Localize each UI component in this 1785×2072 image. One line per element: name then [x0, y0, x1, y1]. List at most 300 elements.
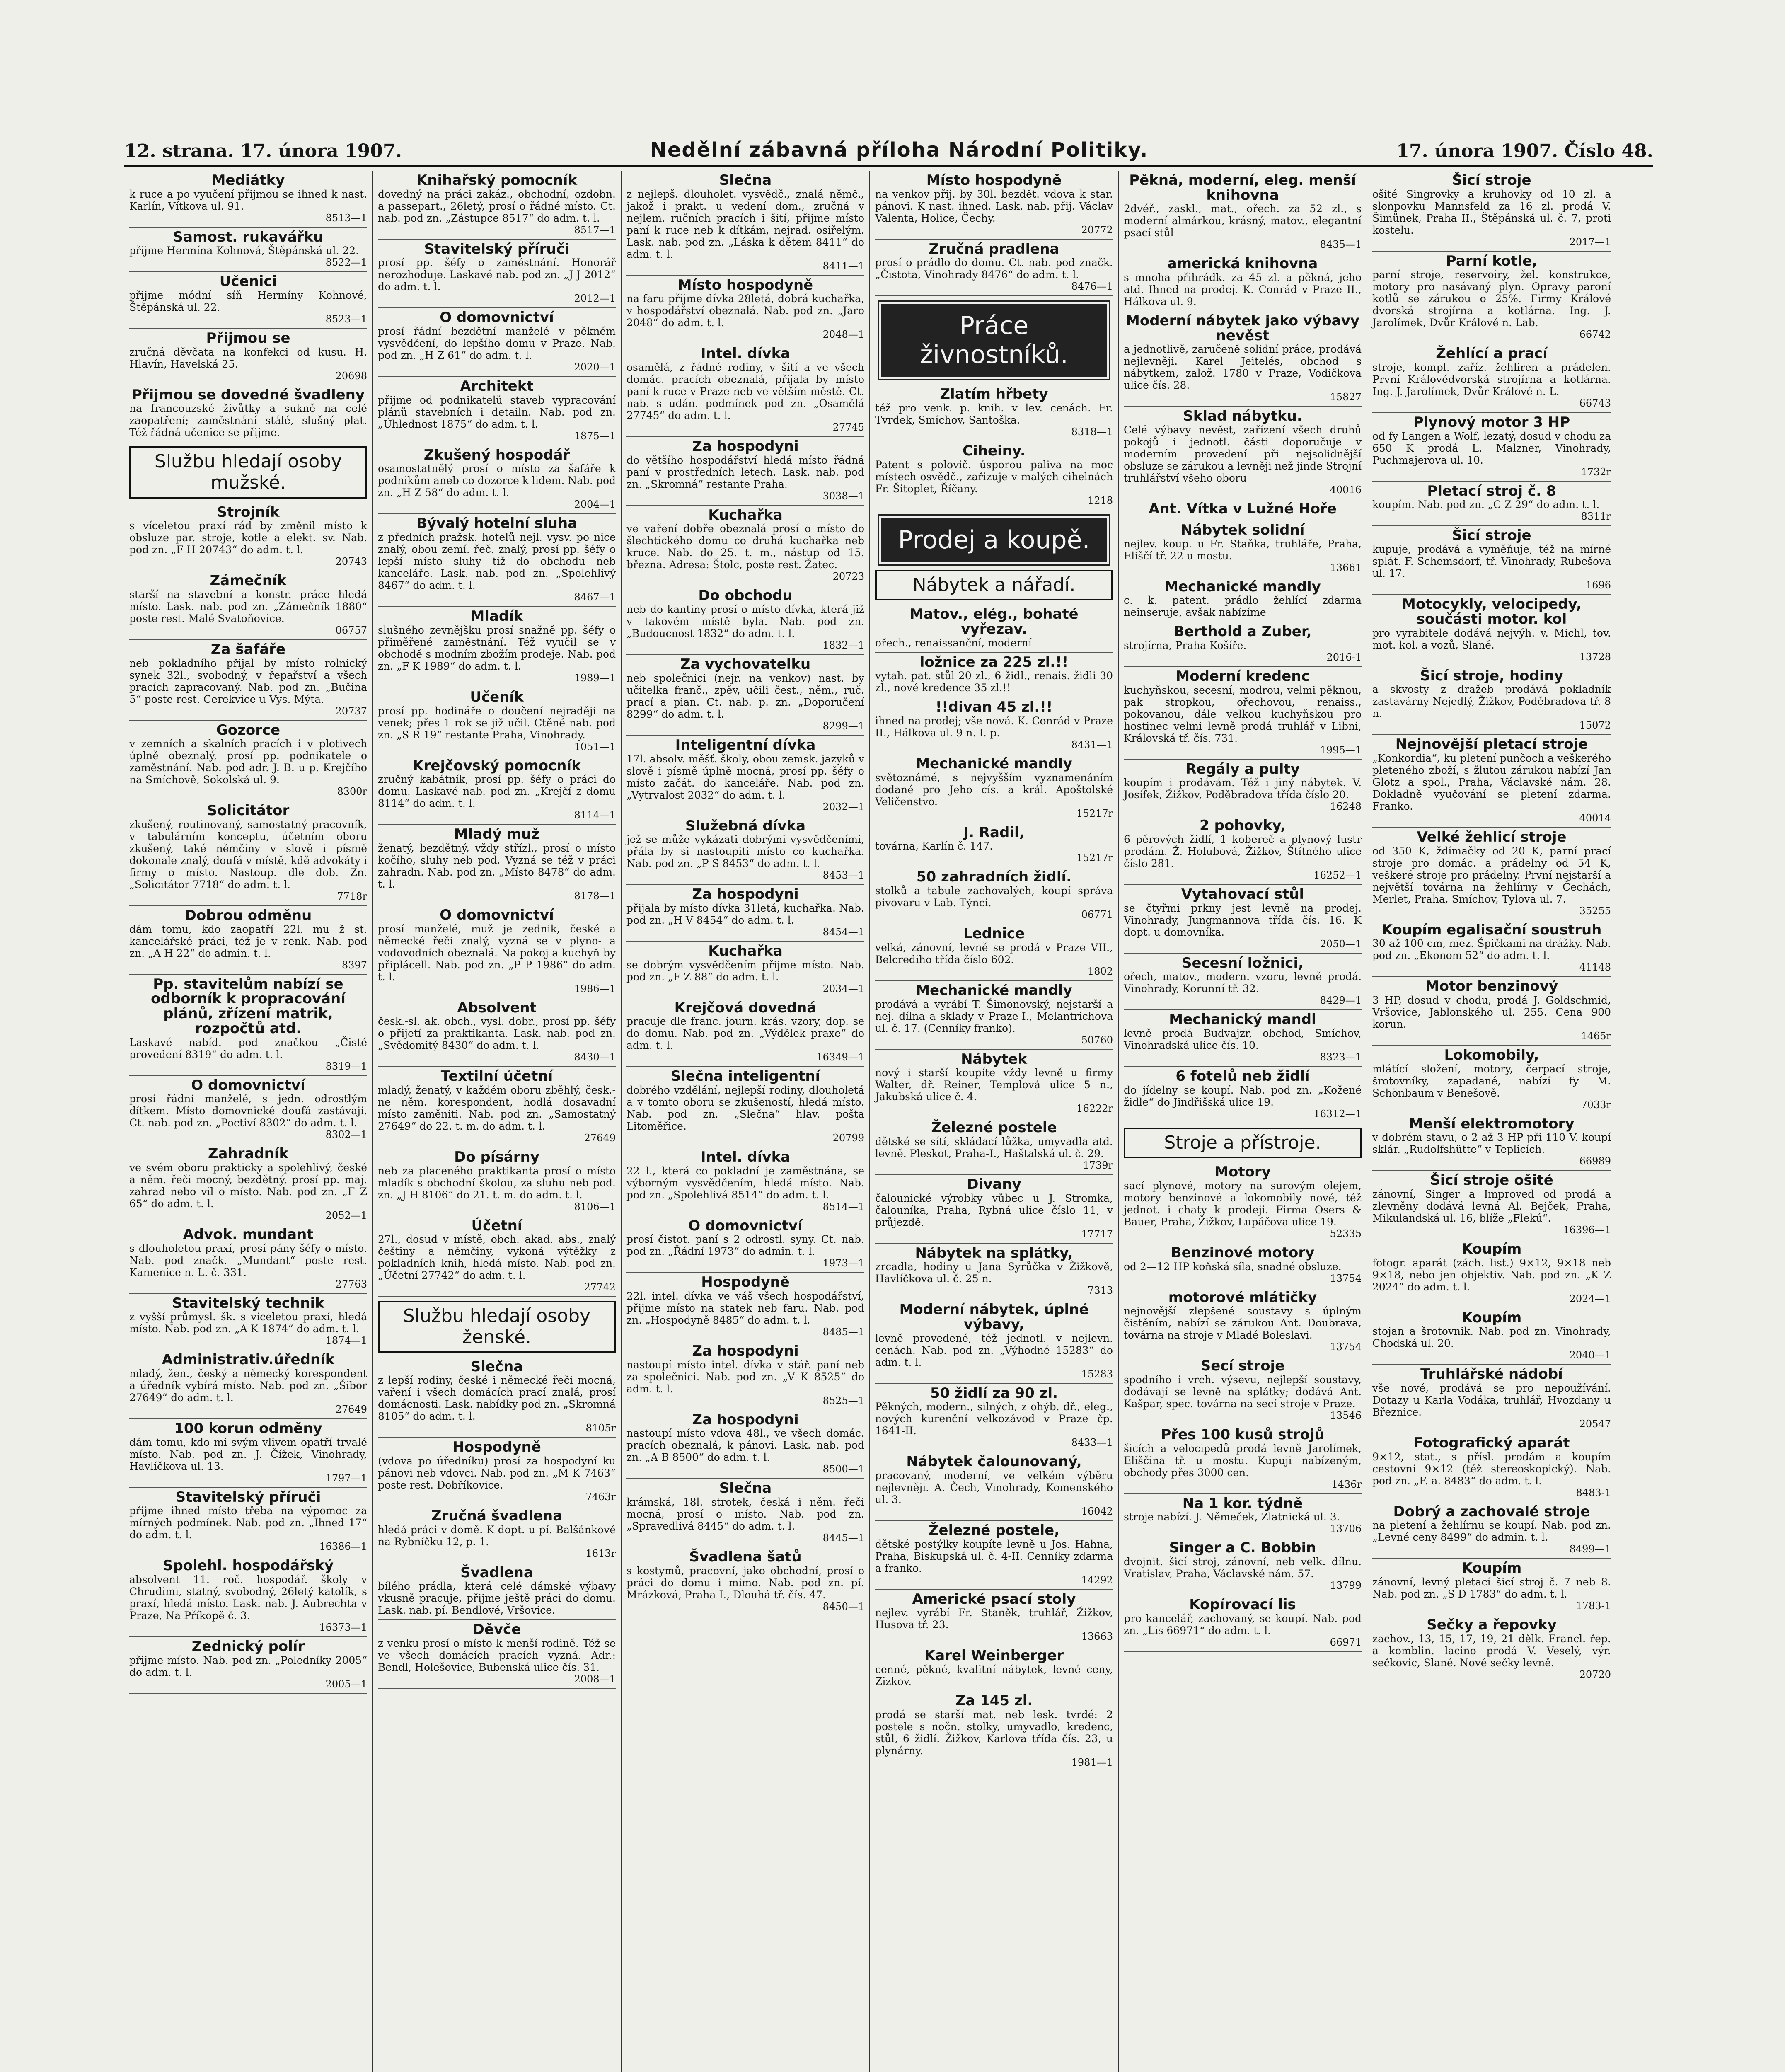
ad-title: Železné postele, [928, 1522, 1060, 1539]
classified-ad [378, 687, 616, 756]
ad-body: levně prodá Budvajzr, obchod, Smíchov, Vinohradská ulice čís. 10. [1124, 1027, 1362, 1051]
ad-reference: 2032—1 [822, 801, 864, 813]
ad-body: ořech, matov., modern. vzoru, levně prodá. Vinohrady, Korunní tř. 32. [1124, 971, 1362, 995]
ad-title: Za vychovatelku [680, 656, 811, 673]
ad-reference: 8500—1 [822, 1463, 864, 1475]
ad-title: Nábytek solidní [1180, 521, 1305, 538]
classified-ad [626, 1273, 864, 1341]
classified-ad [626, 586, 864, 655]
ad-title: Nábytek na splátky, [915, 1244, 1073, 1261]
ad-reference: 1874—1 [325, 1335, 367, 1347]
ad-reference: 8106—1 [574, 1201, 616, 1213]
classified-ad [129, 1556, 367, 1637]
classified-ad [875, 823, 1113, 868]
ad-title: Intel. dívka [700, 1148, 791, 1165]
ad-body: dvojnit. šicí stroj, zánovní, neb velk. dílnu. Vratislav, Praha, Václavské nám. 57. [1124, 1556, 1362, 1580]
classified-ad [378, 240, 616, 308]
ad-title: Za 145 zl. [955, 1692, 1033, 1709]
ad-title: Fotografický aparát [1413, 1435, 1570, 1452]
ad-body: zachov., 13, 15, 17, 19, 21 dělk. Francl. řep. a komblin. lacino prodá V. Veselý, výr. sečkovic, Slané. Nové sečky levně. [1372, 1632, 1611, 1669]
ad-reference: 8105r [585, 1422, 616, 1434]
ad-reference: 13728 [1579, 651, 1611, 663]
ad-reference: 17717 [1081, 1228, 1113, 1240]
ad-reference: 1875—1 [574, 430, 616, 442]
classified-ad [1124, 407, 1362, 499]
ad-reference: 8429—1 [1320, 995, 1362, 1007]
ad-title: 50 židlí za 90 zl. [930, 1385, 1058, 1402]
classified-ad [1124, 1010, 1362, 1067]
ad-reference: 27742 [584, 1281, 616, 1293]
classified-ad [626, 655, 864, 736]
ad-title: Krejčovský pomocník [413, 757, 581, 774]
ad-title: Ant. Vítka v Lužné Hoře [1149, 501, 1337, 518]
ad-reference: 8454—1 [822, 926, 864, 938]
ad-reference: 15072 [1579, 719, 1611, 731]
classified-ad [1124, 1494, 1362, 1539]
ad-reference: 15217r [1076, 852, 1113, 864]
classified-ad [129, 571, 367, 640]
classified-ad [1372, 1308, 1611, 1365]
ad-title: Slečna [470, 1358, 523, 1375]
ad-title: Sklad nábytku. [1183, 408, 1302, 425]
ad-reference: 14292 [1081, 1574, 1113, 1586]
ad-title: Děvče [472, 1621, 521, 1638]
ad-title: Zámečník [210, 572, 287, 589]
ad-reference: 7313 [1087, 1285, 1113, 1297]
ad-body: od fy Langen a Wolf, lezatý, dosud v chodu za 650 K prodá L. Malzner, Vinohrady, Puchmajerova ul. 10. [1372, 430, 1611, 466]
ad-body: jež se může vykázati dobrými vysvědčeními, přála by si nastoupiti místo co kuchařka. Nab. pod zn. „P S 8453“ do adm. t. l. [626, 833, 864, 870]
ad-body: 17l. absolv. měšť. školy, obou zemsk. jazyků v slově i písmě úplně mocná, prosí pp. šéfy o místo začát. do kanceláře. Nab. pod zn. „Vytrvalost 2032“ do adm. t. l. [626, 753, 864, 801]
classified-ad [875, 697, 1113, 754]
ad-body: neb za placeného praktikanta prosí o místo mladík s obchodní školou, za sluhu neb pod. zn. „J H 8106“ do 21. t. m. do adm. t. l. [378, 1164, 616, 1201]
classified-ad [626, 1341, 864, 1410]
ad-body: se čtyřmi prkny jest levně na prodej. Vinohrady, Jungmannova třída čís. 16. K dopt. u domovníka. [1124, 902, 1362, 938]
ad-reference: 7718r [337, 891, 367, 903]
newspaper-page [124, 137, 1653, 2072]
ad-title: Za hospodyni [692, 1343, 799, 1359]
ad-reference: 2016-1 [1326, 651, 1362, 663]
classified-ad [626, 816, 864, 885]
header-left: 12. strana. 17. února 1907. [124, 140, 402, 162]
ad-body: přijala by místo dívka 31letá, kuchařka. Nab. pod zn. „H V 8454“ do adm. t. l. [626, 902, 864, 926]
ad-title: Pletací stroj č. 8 [1427, 482, 1556, 499]
classified-ad [1124, 1595, 1362, 1652]
classified-ad [875, 981, 1113, 1050]
ad-body: krámská, 18l. strotek, česká i něm. řeči mocná, prosí o místo. Nab. pod zn. „Spravedlivá 8445“ do adm. t. l. [626, 1496, 864, 1532]
ad-reference: 13546 [1330, 1410, 1362, 1422]
ad-reference: 27745 [832, 421, 864, 433]
section-heading: Službu hledají osoby ženské. [378, 1301, 616, 1353]
classified-ad [1372, 526, 1611, 595]
ad-title: Stavitelský příruči [424, 240, 570, 257]
classified-ad [626, 885, 864, 942]
ad-body: pro kancelář, zachovaný, se koupí. Nab. pod zn. „Lis 66971“ do adm. t. l. [1124, 1612, 1362, 1636]
ad-title: !!divan 45 zl.!! [935, 699, 1053, 716]
ad-reference: 8435—1 [1320, 239, 1362, 251]
classified-ad [1124, 622, 1362, 667]
ad-reference: 66971 [1330, 1636, 1362, 1648]
ad-reference: 1981—1 [1071, 1756, 1113, 1768]
ad-reference: 8431—1 [1071, 739, 1113, 751]
ad-title: Přijmou se [206, 330, 290, 347]
classified-ad [378, 1357, 616, 1438]
ad-reference: 13754 [1330, 1341, 1362, 1353]
ad-title: O domovnictví [440, 906, 554, 923]
ad-body: v dobrém stavu, o 2 až 3 HP při 110 V. koupí sklár. „Rudolfshütte“ v Teplicích. [1372, 1131, 1611, 1156]
ad-body: se dobrým vysvědčením přijme místo. Nab. pod zn. „F Z 88“ do adm. t. l. [626, 959, 864, 983]
ad-body: též pro venk. p. knih. v lev. cenách. Fr. Tvrdek, Smíchov, Santoška. [875, 402, 1113, 426]
ad-body: zrcadla, hodiny u Jana Syrůčka v Žižkově, Havlíčkova ul. č. 25 n. [875, 1261, 1113, 1285]
classified-ad [129, 721, 367, 801]
classified-ad [875, 1590, 1113, 1646]
classified-ad [875, 1646, 1113, 1691]
classified-ad [626, 736, 864, 816]
classified-ad [378, 905, 616, 998]
classified-ad [1372, 171, 1611, 252]
ad-body: nejlev. vyrábí Fr. Staněk, truhlář, Žižkov, Husova tř. 23. [875, 1607, 1113, 1631]
ad-body: do jídelny se koupí. Nab. pod zn. „Kožené židle“ do Jindřišská ulice 19. [1124, 1084, 1362, 1108]
classified-ad [378, 514, 616, 607]
ad-reference: 20698 [335, 370, 367, 382]
column-3 [622, 171, 870, 2072]
ad-body: z venku prosí o místo k menší rodině. Též se ve všech domácích pracích vyzná. Adr.: Bendl, Holešovice, Bubenská ulice čís. 31. [378, 1637, 616, 1673]
ad-reference: 8467—1 [574, 591, 616, 603]
ad-reference: 8299—1 [822, 720, 864, 732]
ad-title: Koupím egalisační soustruh [1381, 921, 1602, 938]
header-right: 17. února 1907. Číslo 48. [1396, 140, 1653, 162]
ad-body: (vdova po úředníku) prosí za hospodyní ku pánovi neb vdovci. Nab. pod zn. „M K 7463“ poste rest. Dobříkovice. [378, 1455, 616, 1491]
ad-reference: 1989—1 [574, 672, 616, 684]
ad-reference: 2008—1 [574, 1673, 616, 1685]
classified-ad [1124, 499, 1362, 520]
ad-reference: 16312—1 [1313, 1108, 1362, 1120]
ad-reference: 8114—1 [574, 809, 616, 821]
classified-ad [129, 171, 367, 228]
ad-reference: 15283 [1081, 1368, 1113, 1380]
classified-ad [626, 1479, 864, 1547]
ad-reference: 2017—1 [1569, 236, 1611, 248]
ad-reference: 8514—1 [822, 1201, 864, 1213]
section-heading: Nábytek a nářadí. [875, 570, 1113, 601]
ad-reference: 8178—1 [574, 890, 616, 902]
ad-title: Samost. rukavářku [173, 228, 324, 245]
classified-ad [129, 1076, 367, 1145]
ad-title: Nábytek [961, 1051, 1027, 1067]
classified-ad [378, 1620, 616, 1689]
ad-reference: 7463r [585, 1491, 616, 1503]
classified-ad [1124, 171, 1362, 254]
classified-ad [626, 506, 864, 586]
ad-reference: 2048—1 [822, 329, 864, 341]
ad-body: 3 HP, dosud v chodu, prodá J. Goldschmid, Vršovice, Jablonského ul. 255. Cena 900 korun. [1372, 994, 1611, 1030]
ad-body: stroje, kompl. zaříz. žehliren a prádelen. První Královédvorská strojírna a kotlárna. Ing. J. Jarolímek, Dvůr Králové n. L. [1372, 361, 1611, 398]
ad-body: 27l., dosud v místě, obch. akad. abs., znalý češtiny a němčiny, vykoná výtěžky z pokladních knih, hledá místo. Nab. pod zn. „Účetní 27742“ do adm. t. l. [378, 1233, 616, 1282]
ad-body: nejlev. koup. u Fr. Staňka, truhláře, Praha, Eliščí tř. 22 u mostu. [1124, 537, 1362, 562]
ad-reference: 1218 [1087, 494, 1113, 506]
ad-title: Strojník [217, 503, 280, 520]
classified-ad [1124, 1243, 1362, 1288]
classified-ad [875, 1050, 1113, 1118]
ad-body: a skvosty z dražeb prodává pokladník zastavárny Nejedlý, Žižkov, Poděbradova tř. 8 n. [1372, 683, 1611, 720]
ad-body: stroje nabízí. J. Němeček, Zlatnická ul. 3. [1124, 1511, 1340, 1523]
ad-title: Mechanický mandl [1169, 1011, 1316, 1028]
ad-title: Stavitelský technik [172, 1295, 324, 1312]
ad-body: osamostatnělý prosí o místo za šafáře k podnikům aneb co dozorce k lidem. Nab. pod zn. „H Z 58“ do adm. t. l. [378, 462, 616, 499]
ad-title: Hospodyně [701, 1274, 790, 1291]
classified-ad [875, 1175, 1113, 1244]
ad-title: Koupím [1461, 1309, 1522, 1326]
ad-reference: 20737 [335, 705, 367, 717]
classified-ad [129, 640, 367, 721]
ad-reference: 8476—1 [1071, 281, 1113, 293]
ad-reference: 66742 [1579, 329, 1611, 341]
ad-title: Přijmou se dovedné švadleny [131, 386, 365, 403]
header-title: Nedělní zábavná příloha Národní Politiky. [650, 138, 1149, 162]
ad-body: nejnovější zlepšené soustavy s úplným čistěním, nabízí se zárukou Ant. Doubrava, továrna na stroje v Mladé Boleslavi. [1124, 1305, 1362, 1341]
ad-title: Slečna [719, 172, 772, 189]
classified-ad [875, 1118, 1113, 1175]
ad-reference: 2052—1 [325, 1209, 367, 1221]
ad-body: ořech., renaissanční, moderní [875, 637, 1032, 649]
ad-reference: 8499—1 [1569, 1543, 1611, 1555]
classified-ad [626, 171, 864, 276]
ad-body: koupím i prodávám. Též i jiný nábytek. V. Josífek, Žižkov, Poděbradova třída číslo 20. [1124, 777, 1362, 801]
ad-title: Šicí stroje [1452, 527, 1531, 544]
ad-title: Gozorce [216, 721, 281, 738]
classified-ad [875, 1300, 1113, 1383]
ad-body: neb do kantiny prosí o místo dívka, která již v takovém místě byla. Nab. pod zn. „Budoucnost 1832“ do adm. t. l. [626, 603, 864, 640]
ad-body: sací plynové, motory na surovým olejem, motory benzinové a lokomobily nové, též jednot. i chaty k prodeji. Firma Osers & Bauer, Praha, Žižkov, Lupáčova ulice 19. [1124, 1179, 1362, 1228]
ad-title: Parní kotle, [1446, 252, 1538, 269]
ad-title: Za hospodyni [692, 1411, 799, 1428]
ad-reference: 1995—1 [1320, 744, 1362, 756]
ad-body: na venkov přij. by 30l. bezdět. vdova k star. pánovi. K nast. ihned. Lask. nab. přij. Václav Valenta, Holice, Čechy. [875, 188, 1113, 224]
ad-reference: 27649 [584, 1132, 616, 1144]
ad-title: Švadlena šatů [689, 1549, 802, 1566]
ad-title: Šicí stroje ošité [1430, 1172, 1553, 1189]
classified-ad [1124, 1067, 1362, 1123]
classified-ad [129, 1488, 367, 1556]
classified-ad [626, 1147, 864, 1216]
ad-title: Mechanické mandly [916, 982, 1072, 999]
classified-ad [626, 437, 864, 506]
ad-title: Motor benzinový [1425, 978, 1558, 995]
classified-ad [129, 906, 367, 975]
ad-reference: 1797—1 [325, 1472, 367, 1484]
ad-title: Mediátky [211, 172, 285, 189]
classified-ad [1372, 595, 1611, 666]
ad-reference: 2005—1 [325, 1678, 367, 1690]
classified-ad [378, 1438, 616, 1506]
ad-reference: 20743 [335, 556, 367, 568]
ad-title: Spolehl. hospodářský [162, 1557, 334, 1574]
classified-ad [875, 385, 1113, 441]
ad-title: Zahradník [208, 1145, 289, 1162]
classified-ad [626, 276, 864, 344]
ad-title: Secesní ložnici, [1181, 954, 1304, 971]
ad-body: čalounické výrobky vůbec u J. Stromka, čalouníka, Praha, Rybná ulice číslo 11, v průjezdě. [875, 1192, 1113, 1228]
ad-reference: 8319—1 [325, 1060, 367, 1072]
ad-reference: 16386—1 [319, 1541, 367, 1553]
ad-reference: 8318—1 [1071, 426, 1113, 438]
ad-title: Moderní kredenc [1175, 668, 1310, 685]
ad-reference: 8485—1 [822, 1326, 864, 1338]
classified-ad [378, 1147, 616, 1216]
ad-body: ošité Singrovky a kruhovky od 10 zl. a slonpovku Mannsfeld za 16 zl. prodá V. Šimůnek, Praha II., Štěpánská ul. č. 7, proti kostelu. [1372, 188, 1611, 236]
ad-body: ve vaření dobře obeznalá prosí o místo do šlechtického domu co druhá kuchařka neb kruce. Nab. do 25. t. m., nástup od 15. března. Adresa: Štolc, poste rest. Žatec. [626, 523, 864, 571]
ad-body: do většího hospodářství hledá místo řádná paní v prostředních letech. Lask. nab. pod zn. „Skromná“ restante Praha. [626, 454, 864, 490]
ad-reference: 1465r [1581, 1030, 1611, 1042]
ad-title: Pěkná, moderní, eleg. menší knihovna [1129, 172, 1356, 203]
ad-body: 2dvéř., zaskl., mat., ořech. za 52 zl., s moderní almárkou, krásný, matov., elegantní psací stůl [1124, 203, 1362, 239]
ad-title: Mechanické mandly [1164, 578, 1321, 595]
ad-body: zručný kabátník, prosí pp. šéfy o práci do domu. Laskavé nab. pod zn. „Krejčí z domu 8114“ do adm. t. l. [378, 773, 616, 810]
classified-ad [626, 942, 864, 998]
ad-title: Moderní nábytek jako výbavy nevěst [1126, 312, 1359, 344]
ad-reference: 1802 [1087, 965, 1113, 977]
ad-body: osamělá, z řádné rodiny, v šití a ve všech domác. pracích obeznalá, přijala by místo paní k ruce v Praze neb ve větším městě. Ct. nab. s udán. podmínek pod zn. „Osamělá 27745“ do adm. t. l. [626, 361, 864, 422]
ad-title: Bývalý hotelní sluha [416, 515, 578, 532]
ad-reference: 13706 [1330, 1523, 1362, 1535]
classified-ad [875, 605, 1113, 652]
ad-body: kuchyňskou, secesní, modrou, velmi pěknou, pak stropkou, ořechovou, renaiss., pokovanou, dále velkou kuchyňskou pro hostinec velmi levně prodá truhlář v Libni, Královská tř. čís. 731. [1124, 684, 1362, 744]
ad-title: Pp. stavitelům nabízí se odborník k propracování plánů, zřízení matrik, rozpočtů atd. [151, 975, 346, 1037]
ad-title: Služebná dívka [685, 817, 806, 834]
ad-reference: 8525—1 [822, 1394, 864, 1406]
ad-title: Secí stroje [1200, 1358, 1285, 1375]
ad-title: Benzinové motory [1171, 1244, 1315, 1261]
ad-title: Sečky a řepovky [1427, 1617, 1557, 1634]
ad-title: O domovnictví [688, 1217, 803, 1234]
classified-ad [626, 1216, 864, 1273]
ad-body: dětské se sítí, skládací lůžka, umyvadla atd. levně. Pleskot, Praha-I., Haštalská ul. č. 29. [875, 1135, 1113, 1159]
ad-reference: 20720 [1579, 1668, 1611, 1680]
ad-body: hledá práci v domě. K dopt. u pí. Balšánkové na Rybníčku 12, p. 1. [378, 1523, 616, 1548]
ad-title: Koupím [1461, 1241, 1522, 1257]
classified-ad [626, 998, 864, 1067]
ad-reference: 15827 [1330, 391, 1362, 403]
classified-ad [378, 1506, 616, 1563]
ad-body: stojan a šrotovnik. Nab. pod zn. Vinohrady, Chodská ul. 20. [1372, 1325, 1611, 1350]
ad-body: z nejlepš. dlouholet. vysvědč., znalá němč., jakož i prakt. u vedení dom., zručná v nejlem. ručních pracích i šití, přijme místo paní k ruce neb k dítkám, nejrad. osiřelým. Lask. nab. pod zn. „Láska k dětem 8411“ do adm. t. l. [626, 188, 864, 260]
classified-ad [1372, 413, 1611, 482]
ad-body: pracovaný, moderní, ve velkém výběru nejlevněji. A. Čech, Vinohrady, Komenského ul. 3. [875, 1469, 1113, 1506]
ad-title: Ciheiny. [963, 443, 1026, 460]
ad-body: světoznámé, s nejvyšším vyznamenáním dodané pro Jeho cís. a král. Apoštolské Veličenstvo. [875, 771, 1113, 808]
ad-title: Administrativ.úředník [162, 1351, 335, 1368]
ad-reference: 27649 [335, 1403, 367, 1415]
ad-title: Šicí stroje, hodiny [1420, 667, 1563, 684]
ad-body: slušného zevnějšku prosí snažně pp. šéfy o přiměřené zaměstnání. Též vyučil se v obchodě s modním zbožím prodeje. Nab. pod zn. „F K 1989“ do adm. t. l. [378, 624, 616, 672]
classified-ad [378, 756, 616, 825]
ad-body: Patent s polovič. úsporou paliva na moc místech osvědč., zařizuje v malých cihelnách Fr. Šitoplet, Říčany. [875, 458, 1113, 495]
classified-ad [129, 975, 367, 1076]
classified-ad [1124, 816, 1362, 885]
classified-ad [1372, 977, 1611, 1046]
classified-ad [378, 825, 616, 905]
ad-title: Truhlářské nádobí [1420, 1366, 1563, 1383]
ad-reference: 1051—1 [574, 741, 616, 753]
classified-ad [378, 171, 616, 240]
ad-body: levně provedené, též jednotl. v nejlevn. cenách. Nab. pod zn. „Výhodné 15283“ do adm. t. l. [875, 1332, 1113, 1368]
classified-ad [129, 1294, 367, 1351]
ad-title: Za hospodyni [692, 438, 799, 455]
ad-body: neb společnici (nejr. na venkov) nast. by učitelka franč., zpěv, učili čest., něm., ruč. prací a pian. Ct. nab. p. zn. „Doporučení 8299“ do adm. t. l. [626, 672, 864, 720]
ad-title: 2 pohovky, [1200, 817, 1286, 834]
section-banner: Práce živnostníků. [879, 302, 1109, 379]
ad-body: mlátící složení, motory, čerpací stroje, šrotovníky, zapadané, nabízí fy M. Schönbaum v Benešově. [1372, 1063, 1611, 1099]
ad-body: mladý, ženatý, v každém oboru zběhlý, česk.- ne něm. korespondent, hodlá dosavadní místo zaměniti. Nab. pod zn. „Samostatný 27649“ do 22. t. m. do adm. t. l. [378, 1084, 616, 1132]
ad-body: strojírna, Praha-Košíře. [1124, 639, 1247, 651]
classified-ad [875, 1521, 1113, 1590]
ad-reference: 40014 [1579, 812, 1611, 824]
ad-reference: 13661 [1330, 562, 1362, 574]
classified-ad [129, 272, 367, 329]
classified-ad [875, 924, 1113, 981]
classified-ad [1372, 1502, 1611, 1559]
column-4 [870, 171, 1119, 2072]
column-6 [1367, 171, 1616, 2072]
ad-body: prosí řádní bezdětní manželé v pěkném vysvědčení, do lepšího domu v Praze. Nab. pod zn. „H Z 61“ do adm. t. l. [378, 325, 616, 362]
ad-body: ženatý, bezdětný, vždy střízl., prosí o místo kočího, sluhy neb pod. Vyzná se též v práci zahradn. Nab. pod zn. „Místo 8478“ do adm. t. l. [378, 842, 616, 890]
ad-title: Koupím [1461, 1560, 1522, 1577]
ad-title: Slečna [719, 1480, 772, 1497]
ad-body: přijme ihned místo třeba na výpomoc za mírných podmínek. Nab. pod zn. „Ihned 17“ do adm. t. l. [129, 1505, 367, 1541]
ad-body: přijme módní síň Hermíny Kohnové, Štěpánská ul. 22. [129, 289, 367, 314]
classified-ad [1372, 482, 1611, 526]
ad-body: prosí o prádlo do domu. Ct. nab. pod značk. „Čistota, Vinohrady 8476“ do adm. t. l. [875, 257, 1113, 281]
ad-reference: 52335 [1330, 1227, 1362, 1239]
ad-body: velká, zánovní, levně se prodá v Praze VII., Belcrediho třída číslo 602. [875, 941, 1113, 966]
ad-title: Do písárny [454, 1148, 539, 1165]
ad-reference: 20547 [1579, 1418, 1611, 1430]
column-5 [1119, 171, 1367, 2072]
ad-body: stolků a tabule zachovalých, koupí správa pivovaru v Lab. Týnci. [875, 885, 1113, 909]
ad-reference: 1986—1 [574, 983, 616, 995]
ad-reference: 8453—1 [822, 869, 864, 881]
ad-title: 6 fotelů neb židlí [1175, 1068, 1310, 1084]
ad-body: Laskavé nabíd. pod značkou „Čisté provedení 8319“ do adm. t. l. [129, 1036, 367, 1060]
ad-reference: 16222r [1076, 1103, 1113, 1115]
ad-title: Plynový motor 3 HP [1413, 414, 1570, 431]
classified-ad [129, 503, 367, 571]
classified-ad [378, 445, 616, 514]
classified-ad [129, 1637, 367, 1694]
ad-title: Intel. dívka [700, 345, 791, 362]
column-1 [124, 171, 373, 2072]
ad-title: Zlatím hřbety [940, 386, 1048, 403]
ad-reference: 16042 [1081, 1506, 1113, 1518]
classified-ad [1372, 1615, 1611, 1684]
ad-body: od 2—12 HP koňská síla, snadné obsluze. [1124, 1260, 1342, 1273]
ad-body: „Konkordia“, ku pletení punčoch a veškerého pleteného zboží, s žlutou zárukou nabízí Jan Glotz a spol., Praha, Václavské nám. 28. Dokladně vyučování se pletení zdarma. Franko. [1372, 752, 1611, 812]
classified-ad [1124, 254, 1362, 311]
ad-reference: 8397 [341, 959, 367, 971]
ad-reference: 2024—1 [1569, 1293, 1611, 1305]
ad-title: Do obchodu [698, 587, 793, 604]
ad-title: Železné postele [931, 1119, 1057, 1136]
ad-reference: 1973—1 [822, 1257, 864, 1269]
ad-reference: 27763 [335, 1278, 367, 1290]
ad-reference: 1832—1 [822, 639, 864, 651]
ad-reference: 8450—1 [822, 1600, 864, 1612]
classified-ad [1372, 1365, 1611, 1433]
ad-body: přijme Hermína Kohnová, Štěpánská ul. 22. [129, 244, 359, 257]
ad-body: z lepší rodiny, české i německé řeči mocná, vaření i všech domácích prací znalá, prosí domácnosti. Lask. nabídky pod zn. „Skromná 8105“ do adm. t. l. [378, 1374, 616, 1423]
ad-title: Krejčová dovedná [674, 999, 817, 1016]
classified-ad [1372, 1559, 1611, 1615]
ad-reference: 16349—1 [816, 1051, 864, 1063]
